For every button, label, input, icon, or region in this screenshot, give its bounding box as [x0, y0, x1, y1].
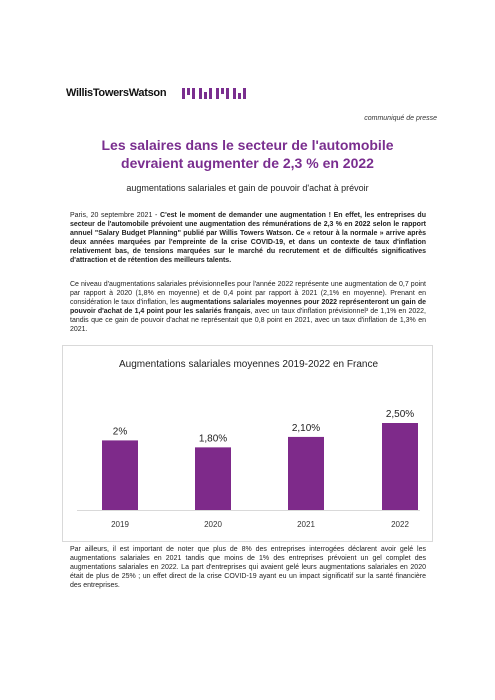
forecast-bold: augmentations salariales moyennes pour 2022 représenteront un gain de pouvoir d'achat de 1,4 point pour les salariés français: [70, 299, 426, 315]
bar-2021: [288, 437, 324, 510]
x-tick-2022: 2022: [391, 520, 409, 529]
intro-bold: C'est le moment de demander une augmentation ! En effet, les entreprises du secteur de l'automobile prévoient une augmentation des rémunérations de 2,3 % en 2022 selon le rapport annuel "Salary Budget Planning" publié par Willis Towers Watson. Ce « retour à la normale » arrive après deux années marquées par l'empreinte de la crise COVID-19, et dans un contexte de taux d'inflation relativement bas, de tensions marquées sur le marché du recrutement et de difficultés significatives d'attraction et de rétention des meilleurs talents.: [70, 212, 426, 264]
press-release-label: communiqué de presse: [364, 115, 437, 122]
page-title: [60, 136, 435, 172]
company-logo-text: WillisTowersWatson: [66, 87, 167, 99]
x-tick-2021: 2021: [297, 520, 315, 529]
bar-2020: [195, 447, 231, 510]
data-label-2019: 2%: [112, 426, 128, 438]
data-label-2021: 2,10%: [291, 422, 321, 434]
forecast-part1: Ce niveau d'augmentations salariales prévisionnelles pour l'année 2022 représente une augmentation de 0,7 point par rapport à 2020 (1,8% en moyenne) et de 0,4 point par rapport à 2021 (2,1% en moyenne). Prenant en considération le taux d'inflation, les: [70, 281, 426, 306]
data-label-2022: 2,50%: [385, 409, 415, 420]
title-line-2: devraient augmenter de 2,3 % en 2022: [121, 155, 374, 171]
intro-lead: Paris, 20 septembre 2021 -: [70, 212, 161, 219]
bar-2022: [382, 423, 418, 510]
header: [66, 87, 436, 101]
salary-chart: [62, 345, 433, 542]
x-tick-2020: 2020: [204, 520, 222, 529]
chart-title: Augmentations salariales moyennes 2019-2022 en France: [118, 359, 379, 370]
title-line-1: Les salaires dans le secteur de l'automobile: [101, 137, 394, 153]
paragraph-forecast: [70, 280, 426, 334]
subtitle: augmentations salariales et gain de pouvoir d'achat à prévoir: [126, 183, 369, 193]
forecast-part2: , avec un taux d'inflation prévisionnel³ de 1,1% en 2022, tandis que ce gain de pouvoir d'achat ne représentait que 0,8 point en 2021, avec un taux d'inflation de 1,3% en 2021.: [70, 308, 426, 333]
x-tick-2019: 2019: [111, 520, 129, 529]
bar-2019: [102, 440, 138, 510]
data-label-2020: 1,80%: [198, 433, 228, 445]
paragraph-intro: [70, 211, 426, 265]
chart-svg: [63, 346, 434, 543]
company-logo-icon: [182, 88, 246, 99]
paragraph-freeze: Par ailleurs, il est important de noter que plus de 8% des entreprises interrogées déclarent avoir gelé les augmentations salariales en 2021 tandis que moins de 1% des entreprises prévoient un gel complet des augmentations salariales en 2022. La part d'entreprises qui avaient gelé leurs augmentations salariales en 2020 était de plus de 25% ; un effet direct de la crise COVID-19 ayant eu un impact significatif sur la santé financière des entreprises.: [70, 546, 426, 589]
